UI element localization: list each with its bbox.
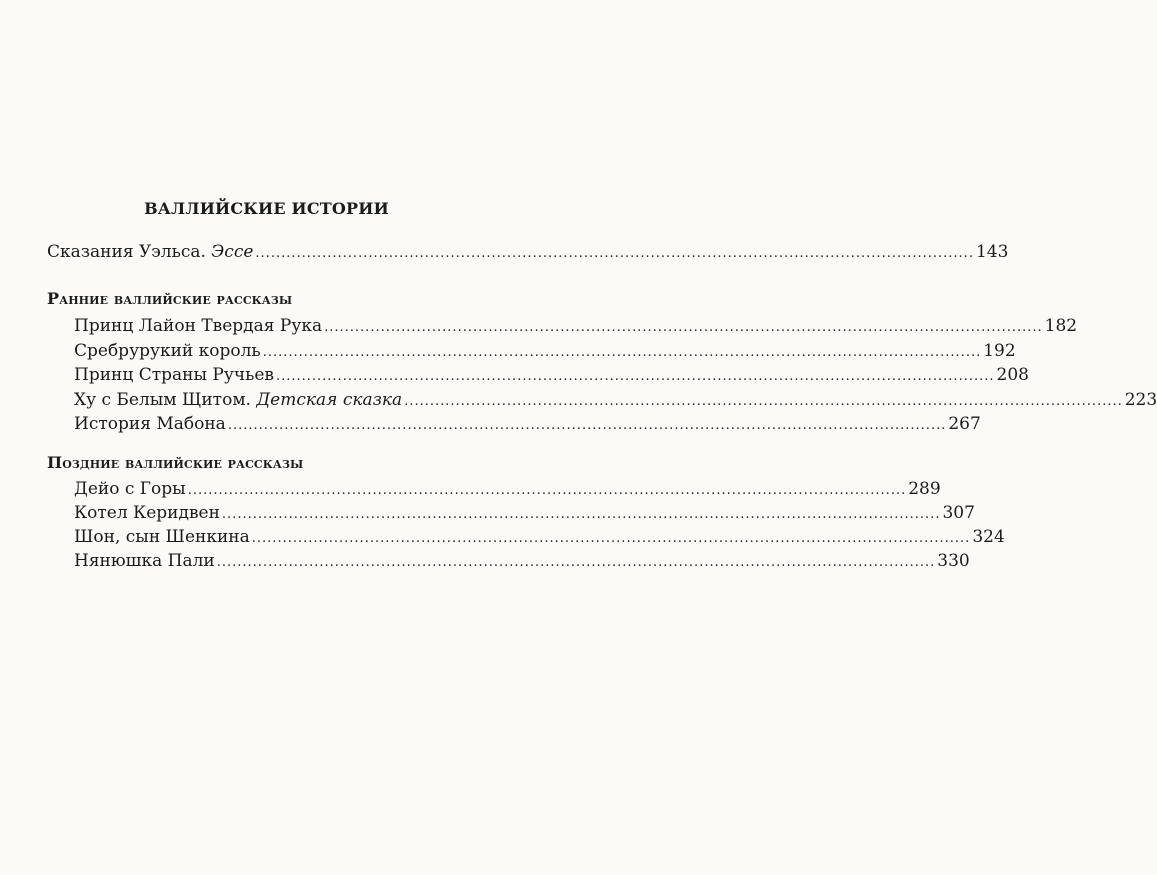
dot-leader: ............................................................................................................................................ xyxy=(262,345,982,360)
toc-entry-title: Нянюшка Пали xyxy=(74,551,215,571)
toc-entry-title xyxy=(47,244,253,261)
toc-entry[interactable] xyxy=(74,390,1157,410)
toc-entry-title-text: Ху с Белым Щитом. xyxy=(74,390,251,410)
toc-entry-title: Принц Лайон Твердая Рука xyxy=(74,316,323,336)
toc-entry-page: 289 xyxy=(908,479,941,499)
toc-entry-essay[interactable] xyxy=(47,242,1009,262)
dot-leader: ............................................................................................................................................ xyxy=(187,483,907,498)
toc-entry[interactable] xyxy=(74,365,1029,385)
group-heading-late: Поздние валлийские рассказы xyxy=(47,453,304,472)
toc-entry-title-text: Сказания Уэльса. xyxy=(47,242,206,262)
dot-leader: ............................................................................................................................................ xyxy=(221,507,941,522)
dot-leader: ............................................................................................................................................ xyxy=(255,246,974,261)
toc-entry-subtitle: Детская сказка xyxy=(256,390,403,410)
toc-entry-title: Принц Страны Ручьев xyxy=(74,365,274,385)
toc-entry[interactable] xyxy=(74,503,975,523)
toc-entry-page: 330 xyxy=(937,551,970,571)
dot-leader: ............................................................................................................................................ xyxy=(324,320,1043,335)
toc-entry-subtitle: Эссе xyxy=(211,242,254,262)
dot-leader: ............................................................................................................................................ xyxy=(227,418,947,433)
toc-entry-page: 267 xyxy=(948,414,981,434)
toc-entry-page: 223 xyxy=(1124,390,1157,410)
toc-entry[interactable] xyxy=(74,551,970,571)
dot-leader: ............................................................................................................................................ xyxy=(275,369,995,384)
toc-entry-page: 307 xyxy=(942,503,975,523)
dot-leader: ............................................................................................................................................ xyxy=(216,555,936,570)
group-heading-early: Ранние валлийские рассказы xyxy=(47,289,293,308)
toc-entry-title: История Мабона xyxy=(74,414,226,434)
toc-entry-title: Котел Керидвен xyxy=(74,503,220,523)
dot-leader: ............................................................................................................................................ xyxy=(404,394,1123,409)
toc-entry-page: 143 xyxy=(975,242,1009,262)
toc-entry-page: 192 xyxy=(983,341,1016,361)
toc-entry[interactable] xyxy=(74,479,941,499)
section-title: ВАЛЛИЙСКИЕ ИСТОРИИ xyxy=(144,199,389,218)
toc-entry-title: Шон, сын Шенкина xyxy=(74,527,250,547)
toc-entry-page: 324 xyxy=(972,527,1005,547)
toc-entry[interactable] xyxy=(74,341,1016,361)
toc-entry-title: Дейо с Горы xyxy=(74,479,186,499)
toc-entry-page: 182 xyxy=(1044,316,1078,336)
toc-entry[interactable] xyxy=(74,414,981,434)
toc-entry-title xyxy=(74,392,402,409)
dot-leader: ............................................................................................................................................ xyxy=(251,531,971,546)
toc-entry-page: 208 xyxy=(996,365,1029,385)
toc-entry-title: Сребрурукий король xyxy=(74,341,261,361)
toc-entry[interactable] xyxy=(74,316,1078,336)
toc-entry[interactable] xyxy=(74,527,1005,547)
